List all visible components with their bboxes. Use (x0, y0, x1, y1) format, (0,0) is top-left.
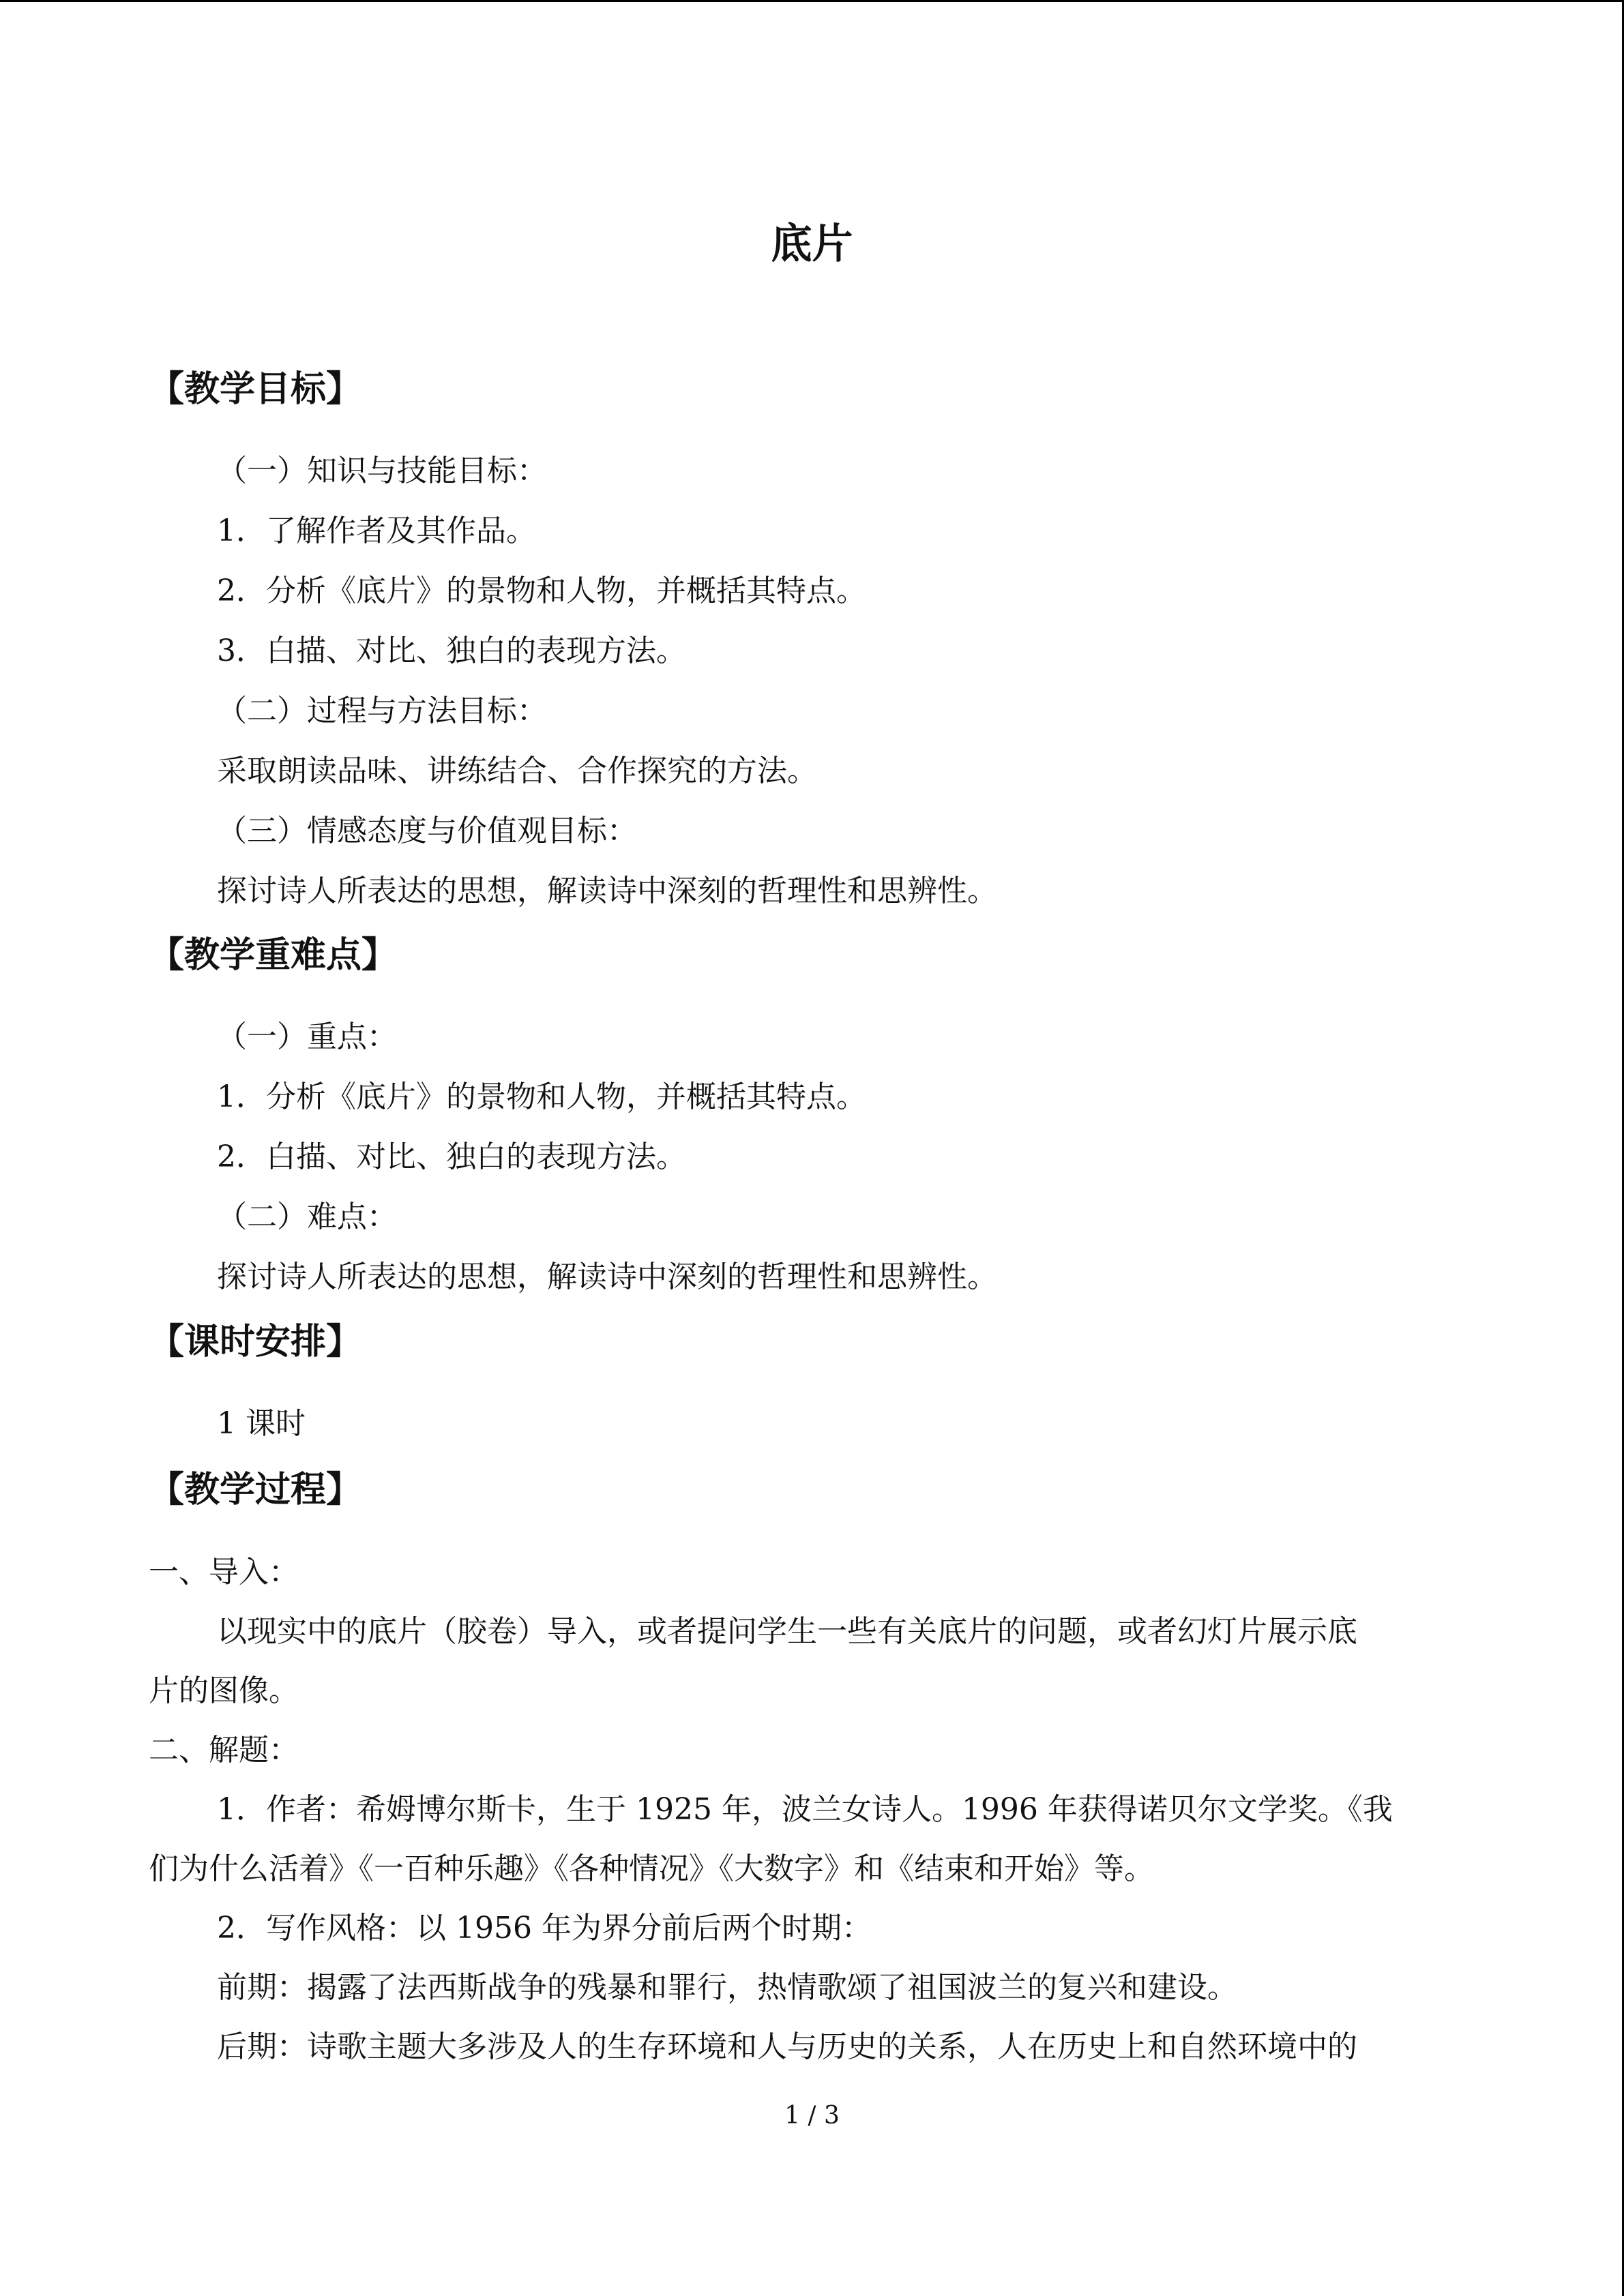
text-line: 以现实中的底片（胶卷）导入，或者提问学生一些有关底片的问题，或者幻灯片展示底 (217, 1614, 1357, 1649)
text-line: （二）过程与方法目标： (217, 694, 547, 728)
page-indicator: 1 / 3 (784, 2102, 840, 2130)
text-line: 探讨诗人所表达的思想，解读诗中深刻的哲理性和思辨性。 (217, 874, 997, 908)
section-heading-key-points: 【教学重难点】 (149, 935, 398, 976)
text-line: 前期：揭露了法西斯战争的残暴和罪行，热情歌颂了祖国波兰的复兴和建设。 (217, 1970, 1237, 2005)
text-line: （一）重点： (217, 1019, 397, 1054)
text-line: 3．白描、对比、独白的表现方法。 (217, 633, 686, 668)
text-line: 一、导入： (149, 1555, 299, 1590)
text-line: 探讨诗人所表达的思想，解读诗中深刻的哲理性和思辨性。 (217, 1259, 997, 1294)
section-heading-schedule: 【课时安排】 (149, 1322, 362, 1362)
text-line: 1．了解作者及其作品。 (217, 513, 536, 548)
text-line: 1 课时 (217, 1406, 306, 1441)
text-line: 1．分析《底片》的景物和人物，并概括其特点。 (217, 1079, 866, 1114)
section-heading-process: 【教学过程】 (149, 1470, 362, 1510)
text-line: 二、解题： (149, 1733, 299, 1768)
document-title: 底片 (771, 220, 853, 268)
text-line: （三）情感态度与价值观目标： (217, 814, 637, 848)
text-line: 片的图像。 (149, 1673, 299, 1708)
text-line: 后期：诗歌主题大多涉及人的生存环境和人与历史的关系，人在历史上和自然环境中的 (217, 2029, 1357, 2064)
text-line: 们为什么活着》《一百种乐趣》《各种情况》《大数字》和《结束和开始》等。 (149, 1851, 1154, 1886)
text-line: 2．白描、对比、独白的表现方法。 (217, 1139, 686, 1174)
text-line: 1．作者：希姆博尔斯卡，生于 1925 年，波兰女诗人。1996 年获得诺贝尔文学奖。《我 (217, 1792, 1393, 1827)
text-line: 2．写作风格：以 1956 年为界分前后两个时期： (217, 1911, 872, 1945)
text-line: （二）难点： (217, 1199, 397, 1234)
text-line: 采取朗读品味、讲练结合、合作探究的方法。 (217, 754, 817, 788)
text-line: 2．分析《底片》的景物和人物，并概括其特点。 (217, 573, 866, 608)
text-line: （一）知识与技能目标： (217, 453, 547, 488)
section-heading-goals: 【教学目标】 (149, 369, 362, 410)
